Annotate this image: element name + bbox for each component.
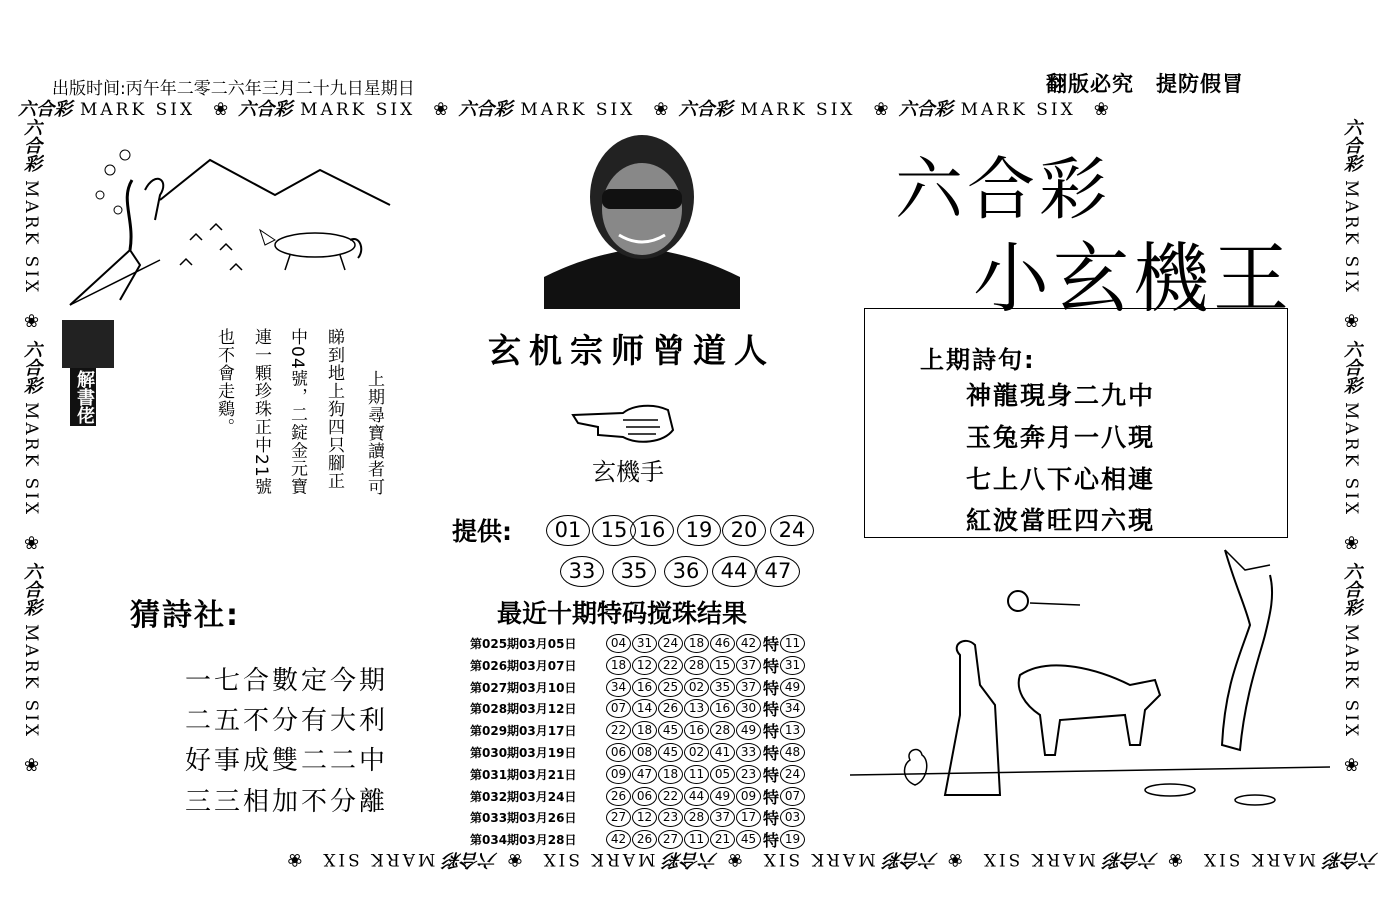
- result-number: 22: [658, 787, 683, 806]
- flower-icon: ❀: [727, 849, 743, 870]
- provide-number: 44: [712, 556, 756, 587]
- result-period: 第029期03月17日: [470, 724, 577, 739]
- result-number: 09: [736, 787, 761, 806]
- result-number: 45: [658, 743, 683, 762]
- special-label: 特: [763, 700, 780, 720]
- flower-icon: ❀: [21, 755, 42, 777]
- flower-icon: ❀: [213, 99, 229, 120]
- flower-icon: ❀: [1341, 533, 1362, 555]
- result-number: 22: [658, 656, 683, 675]
- result-period: 第034期03月28日: [470, 833, 577, 848]
- last-poem-line: 神龍現身二九中: [966, 381, 1156, 410]
- border-lottery-name: 六合彩: [1341, 562, 1362, 617]
- border-mark-six: MARK SIX: [520, 100, 636, 120]
- provide-number: 35: [612, 556, 656, 587]
- border-mark-six: MARK SIX: [21, 624, 41, 740]
- result-number: 21: [710, 830, 735, 849]
- last-poem-line: 玉兔奔月一八現: [966, 423, 1156, 452]
- result-row: [470, 697, 806, 718]
- border-mark-six: MARK SIX: [80, 100, 196, 120]
- title-line-2: 小玄機王: [973, 234, 1293, 323]
- special-label: 特: [763, 635, 780, 654]
- result-number: 16: [710, 699, 735, 718]
- result-number: 22: [606, 721, 631, 740]
- border-lottery-name: 六合彩: [663, 849, 718, 870]
- result-number: 35: [710, 678, 735, 697]
- flower-icon: ❀: [873, 99, 889, 120]
- border-lottery-name: 六合彩: [21, 562, 42, 617]
- result-row: [470, 676, 806, 697]
- result-period: 第030期03月19日: [470, 746, 577, 760]
- result-number: 05: [710, 765, 735, 784]
- border-lottery-name: 六合彩: [238, 99, 293, 120]
- result-row: [470, 785, 806, 806]
- border-right: [1336, 118, 1364, 848]
- story-column-3: 中04號，二錠金元寶: [287, 328, 307, 496]
- result-number: 18: [658, 765, 683, 784]
- portrait-drawing: [544, 127, 740, 309]
- result-number: 18: [632, 721, 657, 740]
- result-row: [470, 719, 806, 740]
- result-number: 02: [684, 743, 709, 762]
- result-number: 13: [684, 699, 709, 718]
- badge-label: 解書佬: [70, 368, 96, 426]
- result-number: 12: [632, 808, 657, 827]
- last-poem-line: 七上八下心相連: [966, 465, 1156, 494]
- result-number: 34: [606, 678, 631, 697]
- guess-line: 二五不分有大利: [185, 706, 389, 736]
- result-number: 08: [632, 743, 657, 762]
- border-mark-six: MARK SIX: [1341, 180, 1361, 296]
- result-number: 17: [736, 808, 761, 827]
- border-mark-six: MARK SIX: [740, 100, 856, 120]
- flower-icon: ❀: [21, 533, 42, 555]
- border-mark-six: MARK SIX: [1341, 402, 1361, 518]
- border-lottery-name: 六合彩: [1103, 849, 1158, 870]
- result-number: 33: [736, 743, 761, 762]
- special-number: 24: [780, 765, 805, 784]
- result-period: 第031期03月21日: [470, 767, 577, 782]
- result-number: 45: [736, 830, 761, 849]
- copyright-text-2: 提防假冒: [1156, 72, 1244, 96]
- result-number: 37: [736, 678, 761, 697]
- result-number: 07: [606, 699, 631, 718]
- border-mark-six: MARK SIX: [21, 180, 41, 296]
- result-number: 18: [684, 634, 709, 653]
- pointing-hand-icon: [568, 395, 678, 450]
- man-ox-illustration: [850, 545, 1335, 835]
- special-label: 特: [763, 831, 780, 851]
- result-number: 25: [658, 678, 683, 697]
- result-number: 09: [606, 765, 631, 784]
- result-number: 41: [710, 743, 735, 762]
- title-line-1: 六合彩: [895, 151, 1112, 230]
- result-number: 15: [710, 656, 735, 675]
- hand-label: 玄機手: [592, 458, 664, 486]
- flower-icon: ❀: [1341, 755, 1362, 777]
- special-number: 07: [780, 787, 805, 806]
- border-mark-six: MARK SIX: [1200, 849, 1316, 869]
- special-number: 19: [780, 830, 805, 849]
- result-number: 31: [632, 634, 657, 653]
- special-number: 13: [780, 721, 805, 740]
- special-label: 特: [763, 744, 780, 763]
- border-lottery-name: 六合彩: [21, 118, 42, 172]
- copyright-text-1: 翻版必究: [1046, 72, 1134, 96]
- master-portrait: [544, 127, 740, 309]
- result-number: 42: [736, 634, 761, 653]
- story-badge: [62, 320, 114, 450]
- provide-number: 16: [630, 515, 674, 546]
- special-label: 特: [763, 765, 780, 785]
- flower-icon: ❀: [21, 311, 42, 333]
- result-number: 14: [632, 699, 657, 718]
- result-number: 26: [606, 787, 631, 806]
- border-mark-six: MARK SIX: [760, 849, 876, 869]
- special-number: 11: [780, 634, 805, 653]
- flower-icon: ❀: [1341, 311, 1362, 333]
- special-number: 03: [780, 808, 805, 827]
- result-number: 11: [684, 830, 709, 849]
- guess-line: 三三相加不分離: [185, 787, 389, 817]
- result-period: 第025期03月05日: [470, 637, 577, 651]
- story-column-1: 上期尋寶讀者可: [364, 370, 384, 496]
- border-lottery-name: 六合彩: [458, 99, 513, 120]
- provide-label: 提供:: [452, 517, 512, 546]
- special-label: 特: [763, 787, 780, 807]
- result-number: 04: [606, 634, 631, 653]
- border-mark-six: MARK SIX: [320, 849, 436, 869]
- provide-number: 19: [677, 515, 721, 546]
- border-lottery-name: 六合彩: [883, 849, 938, 870]
- border-lottery-name: 六合彩: [1324, 849, 1378, 870]
- provide-number: 15: [592, 515, 636, 546]
- special-number: 31: [780, 656, 805, 675]
- border-lottery-name: 六合彩: [21, 340, 42, 395]
- border-mark-six: MARK SIX: [960, 100, 1076, 120]
- border-mark-six: MARK SIX: [21, 402, 41, 518]
- flower-icon: ❀: [1093, 99, 1109, 120]
- border-mark-six: MARK SIX: [300, 100, 416, 120]
- result-period: 第026期03月07日: [470, 658, 577, 673]
- result-number: 11: [684, 765, 709, 784]
- result-row: [470, 763, 806, 784]
- provide-number: 24: [770, 515, 814, 546]
- result-row: [470, 741, 806, 762]
- border-bottom: [18, 848, 1378, 874]
- result-number: 49: [736, 721, 761, 740]
- border-mark-six: MARK SIX: [980, 849, 1096, 869]
- result-number: 16: [632, 678, 657, 697]
- result-number: 28: [684, 808, 709, 827]
- border-mark-six: MARK SIX: [1341, 624, 1361, 740]
- publish-date: 出版时间:丙午年二零二六年三月二十九日星期日: [52, 79, 415, 99]
- result-number: 37: [710, 808, 735, 827]
- story-column-2: 睇到地上狗四只腳正: [324, 328, 344, 490]
- special-number: 34: [780, 699, 805, 718]
- flower-icon: ❀: [433, 99, 449, 120]
- result-number: 06: [632, 787, 657, 806]
- special-label: 特: [763, 809, 780, 829]
- result-number: 28: [684, 656, 709, 675]
- result-number: 06: [606, 743, 631, 762]
- border-lottery-name: 六合彩: [898, 99, 953, 120]
- result-number: 42: [606, 830, 631, 849]
- provide-number: 47: [756, 556, 800, 587]
- result-number: 26: [658, 699, 683, 718]
- result-number: 16: [684, 721, 709, 740]
- border-top: [18, 95, 1338, 121]
- last-poem-line: 紅波當旺四六現: [966, 506, 1156, 535]
- result-row: [470, 806, 806, 827]
- flower-icon: ❀: [287, 849, 303, 870]
- result-number: 27: [606, 808, 631, 827]
- result-number: 37: [736, 656, 761, 675]
- border-lottery-name: 六合彩: [18, 99, 72, 120]
- result-period: 第033期03月26日: [470, 811, 577, 826]
- result-period: 第032期03月24日: [470, 789, 577, 804]
- result-number: 26: [632, 830, 657, 849]
- result-number: 23: [658, 808, 683, 827]
- result-number: 30: [736, 699, 761, 718]
- result-number: 44: [684, 787, 709, 806]
- badge-image: [62, 320, 114, 368]
- result-period: 第027期03月10日: [470, 680, 577, 695]
- flower-icon: ❀: [1167, 849, 1183, 870]
- provide-number: 36: [664, 556, 708, 587]
- copyright-notice: [1046, 68, 1266, 98]
- story-column-5: 也不會走鷄。: [214, 328, 234, 436]
- result-number: 24: [658, 634, 683, 653]
- result-number: 47: [632, 765, 657, 784]
- border-lottery-name: 六合彩: [1341, 340, 1362, 395]
- guess-line: 一七合數定今期: [185, 666, 389, 696]
- result-row: [470, 654, 806, 675]
- result-number: 27: [658, 830, 683, 849]
- last-poem-title: 上期詩句:: [920, 346, 1036, 374]
- border-mark-six: MARK SIX: [540, 849, 656, 869]
- result-number: 28: [710, 721, 735, 740]
- special-label: 特: [763, 722, 780, 742]
- special-label: 特: [763, 656, 780, 676]
- flower-icon: ❀: [507, 849, 523, 870]
- special-number: 49: [780, 678, 805, 697]
- result-number: 46: [710, 634, 735, 653]
- master-name: 玄机宗师曾道人: [488, 331, 775, 370]
- provide-number: 01: [546, 515, 590, 546]
- story-column-4: 連一顆珍珠正中21號: [251, 328, 271, 496]
- result-period: 第028期03月12日: [470, 702, 577, 717]
- flower-icon: ❀: [947, 849, 963, 870]
- result-row: [470, 828, 806, 849]
- border-left: [16, 118, 44, 838]
- result-number: 12: [632, 656, 657, 675]
- guess-title: 猜詩社:: [130, 598, 240, 633]
- result-number: 49: [710, 787, 735, 806]
- special-number: 48: [780, 743, 805, 762]
- result-number: 23: [736, 765, 761, 784]
- border-lottery-name: 六合彩: [443, 849, 498, 870]
- border-lottery-name: 六合彩: [678, 99, 733, 120]
- result-number: 45: [658, 721, 683, 740]
- flower-icon: ❀: [653, 99, 669, 120]
- results-title: 最近十期特码搅珠结果: [497, 599, 748, 628]
- provide-number: 33: [560, 556, 604, 587]
- provide-number: 20: [722, 515, 766, 546]
- mountain-fox-illustration: [60, 140, 400, 310]
- result-number: 18: [606, 656, 631, 675]
- special-label: 特: [763, 678, 780, 698]
- result-row: [470, 632, 806, 653]
- guess-line: 好事成雙二二中: [185, 746, 389, 776]
- result-number: 02: [684, 678, 709, 697]
- border-lottery-name: 六合彩: [1341, 118, 1362, 172]
